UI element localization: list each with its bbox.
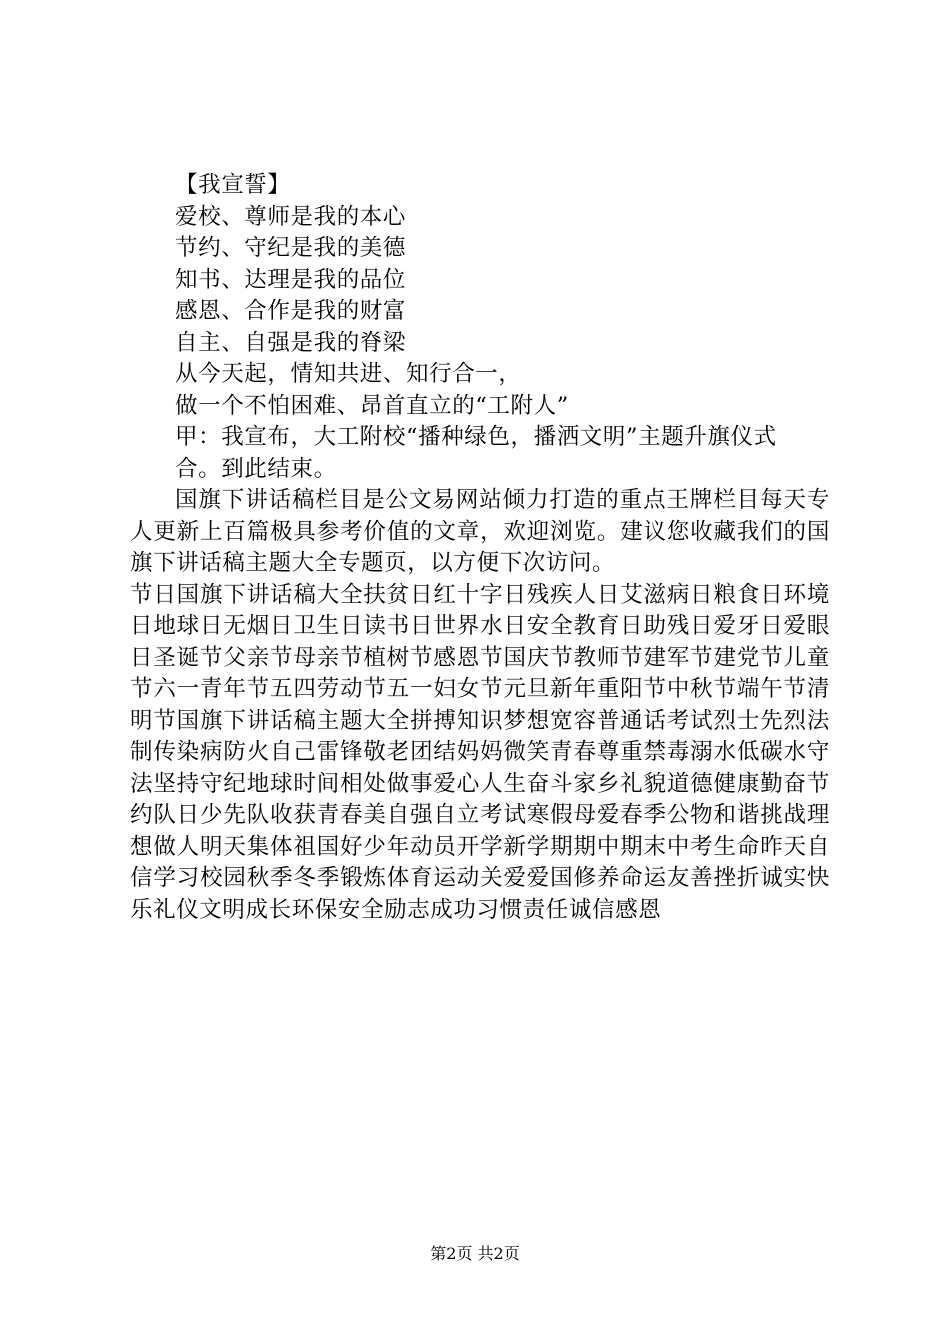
pledge-heading: 【我宣誓】 xyxy=(175,172,291,198)
pledge-line: 做一个不怕困难、昂首直立的“工附人” xyxy=(175,392,569,419)
announcement-paragraph: 甲：我宣布，大工附校“播种绿色，播洒文明”主题升旗仪式 xyxy=(175,424,777,450)
topics-paragraph: 节日国旗下讲话稿大全扶贫日红十字日残疾人日艾滋病日粮食日环境日地球日无烟日卫生日读书日世界水日安全教育日助残日爱牙日爱眼日圣诞节父亲节母亲节植树节感恩节国庆节教师节建军节建党节儿童节六一青年节五四劳动节五一妇女节元旦新年重阳节中秋节端午节清明节国旗下讲话稿主题大全拼搏知识梦想宽容普通话考试烈士先烈法制传染病防火自己雷锋敬老团结妈妈微笑青春尊重禁毒溺水低碳水守法坚持守纪地球时间相处做事爱心人生奋斗家乡礼貌道德健康勤奋节约队日少先队收获青春美自强自立考试寒假母爱春季公物和谐挑战理想做人明天集体祖国好少年动员开学新学期期中期末中考生命昨天自信学习校园秋季冬季锻炼体育运动关爱爱国修养命运友善挫折诚实快乐礼仪文明成长环保安全励志成功习惯责任诚信感恩 xyxy=(130,581,830,923)
page-footer: 第2页 共2页 xyxy=(430,1244,520,1263)
pledge-line: 从今天起，情知共进、知行合一， xyxy=(175,361,522,387)
promo-paragraph: 国旗下讲话稿栏目是公文易网站倾力打造的重点王牌栏目每天专人更新上百篇极具参考价值的文章，欢迎浏览。建议您收藏我们的国旗下讲话稿主题大全专题页，以方便下次访问。 xyxy=(130,487,830,576)
closing-line: 合。到此结束。 xyxy=(175,455,337,482)
pledge-line: 节约、守纪是我的美德 xyxy=(175,235,407,261)
document-body xyxy=(130,170,830,926)
pledge-line: 知书、达理是我的品位 xyxy=(175,266,407,293)
pledge-line: 爱校、尊师是我的本心 xyxy=(175,203,407,230)
pledge-line: 自主、自强是我的脊梁 xyxy=(175,329,407,356)
pledge-line: 感恩、合作是我的财富 xyxy=(175,298,407,324)
